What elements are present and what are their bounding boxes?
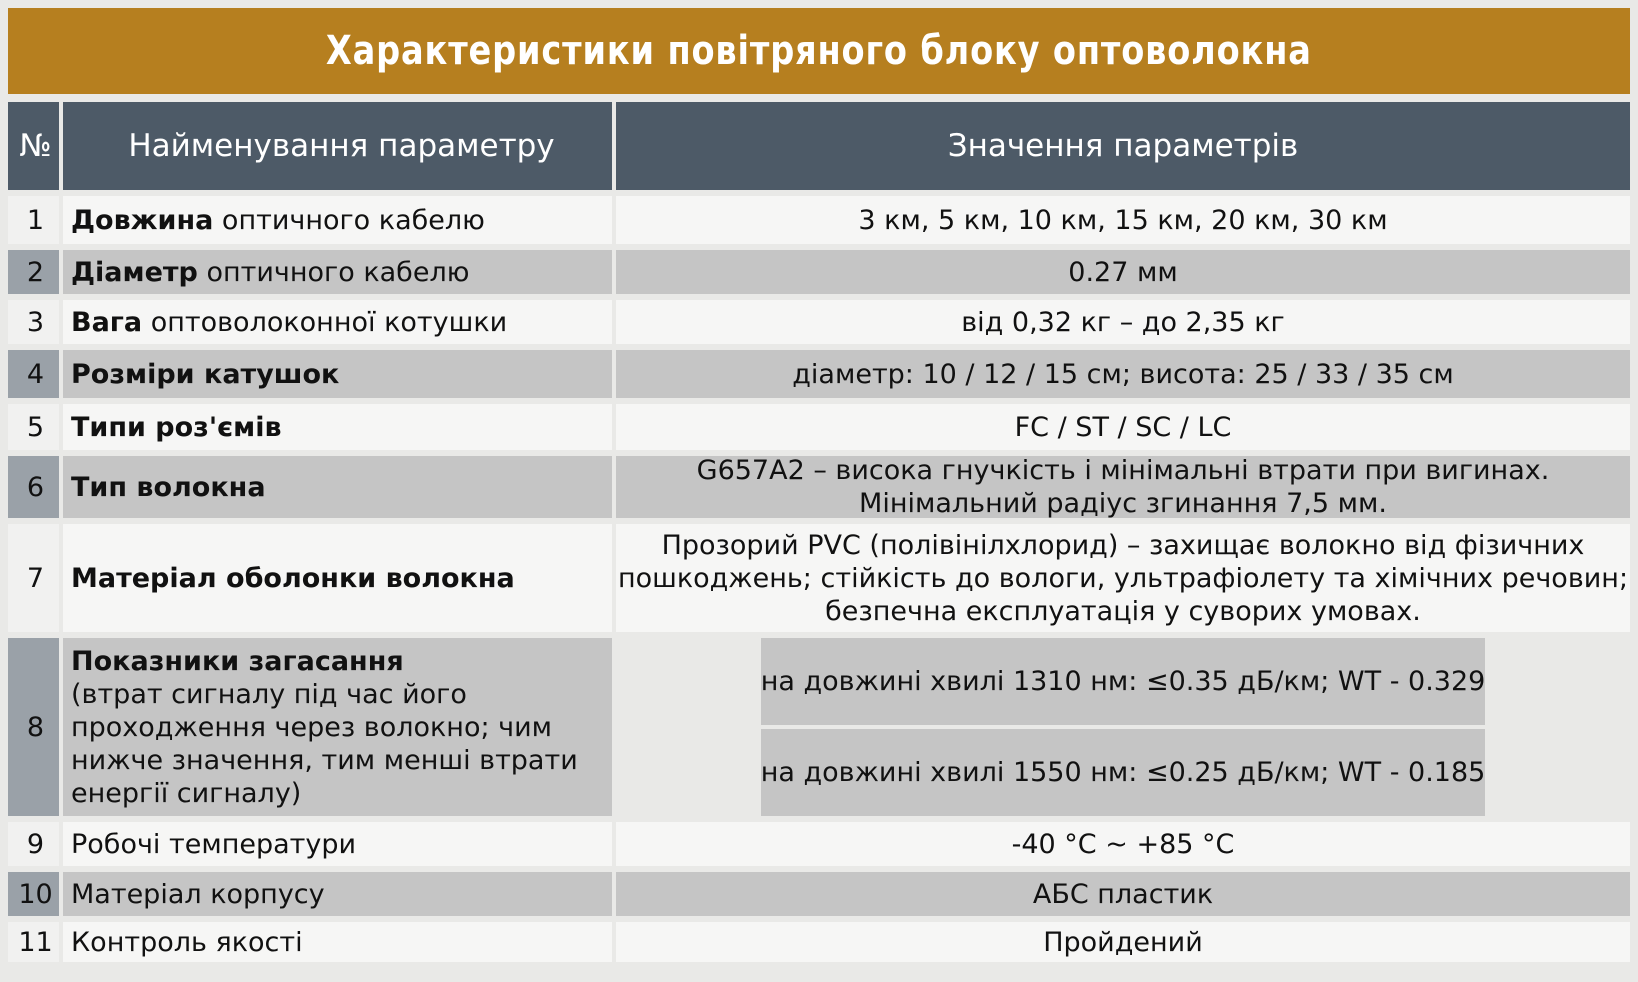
row-value xyxy=(616,456,1630,518)
row-num: 1 xyxy=(8,196,59,244)
row-name-rest: оптичного кабелю xyxy=(213,204,485,236)
row-name-bold: Типи роз'ємів xyxy=(71,411,282,443)
row-num: 3 xyxy=(8,300,59,344)
row-value: -40 °C ~ +85 °C xyxy=(616,822,1630,866)
row-name-bold: Діаметр xyxy=(71,256,198,288)
row-value: 0.27 мм xyxy=(616,250,1630,294)
row-name xyxy=(63,300,612,344)
row-value: Пройдений xyxy=(616,922,1630,962)
spec-table xyxy=(8,102,1630,962)
row-name-bold: Довжина xyxy=(71,204,214,236)
row-num: 5 xyxy=(8,404,59,450)
value-line: Прозорий PVC (полівінілхлорид) – захищає волокно від фізичних xyxy=(661,529,1585,561)
row-name xyxy=(63,196,612,244)
value-line: пошкоджень; стійкість до вологи, ультрафіолету та хімічних речовин; xyxy=(617,562,1629,594)
name-line: проходження через волокно; чим xyxy=(71,711,553,743)
row-name: Контроль якості xyxy=(63,922,612,962)
name-line: нижче значення, тим менші втрати xyxy=(71,744,578,776)
row-name xyxy=(63,350,612,398)
row-name-bold: Тип волокна xyxy=(71,471,266,503)
row-value: на довжині хвилі 1550 нм: ≤0.25 дБ/км; WT - 0.185 xyxy=(761,729,1486,816)
row-name-bold: Вага xyxy=(71,306,143,338)
page-title-bar xyxy=(8,8,1630,94)
row-value-group xyxy=(616,638,1630,816)
row-name: Матеріал корпусу xyxy=(63,872,612,916)
row-num: 11 xyxy=(8,922,59,962)
row-value: від 0,32 кг – до 2,35 кг xyxy=(616,300,1630,344)
header-num: № xyxy=(8,102,59,190)
value-line: безпечна експлуатація у суворих умовах. xyxy=(825,595,1421,627)
row-value: АБС пластик xyxy=(616,872,1630,916)
row-name: Робочі температури xyxy=(63,822,612,866)
row-num: 6 xyxy=(8,456,59,518)
row-num: 4 xyxy=(8,350,59,398)
value-line: Мінімальний радіус згинання 7,5 мм. xyxy=(859,488,1387,519)
name-line: (втрат сигналу під час його xyxy=(71,678,467,710)
row-name-rest: оптичного кабелю xyxy=(197,256,470,288)
row-value: 3 км, 5 км, 10 км, 15 км, 20 км, 30 км xyxy=(616,196,1630,244)
row-num: 2 xyxy=(8,250,59,294)
row-num: 8 xyxy=(8,638,59,816)
row-value: FC / ST / SC / LC xyxy=(616,404,1630,450)
row-value xyxy=(616,524,1630,632)
row-value: на довжині хвилі 1310 нм: ≤0.35 дБ/км; WT - 0.329 xyxy=(761,638,1486,725)
row-num: 10 xyxy=(8,872,59,916)
row-name xyxy=(63,456,612,518)
row-name-rest: оптоволоконної котушки xyxy=(142,306,508,338)
header-value: Значення параметрів xyxy=(616,102,1630,190)
row-name xyxy=(63,250,612,294)
row-name xyxy=(63,638,612,816)
row-name-bold: Показники загасання xyxy=(71,645,404,677)
row-name xyxy=(63,524,612,632)
row-name-bold: Розміри катушок xyxy=(71,358,340,390)
value-line: G657A2 – висока гнучкість і мінімальні втрати при вигинах. xyxy=(696,455,1550,486)
row-num: 7 xyxy=(8,524,59,632)
page-title: Характеристики повітряного блоку оптоволокна xyxy=(326,28,1312,74)
row-name-bold: Матеріал оболонки волокна xyxy=(71,562,515,594)
row-name xyxy=(63,404,612,450)
row-num: 9 xyxy=(8,822,59,866)
header-name: Найменування параметру xyxy=(63,102,612,190)
row-value: діаметр: 10 / 12 / 15 см; висота: 25 / 33 / 35 см xyxy=(616,350,1630,398)
name-line: енергії сигналу) xyxy=(71,777,302,809)
